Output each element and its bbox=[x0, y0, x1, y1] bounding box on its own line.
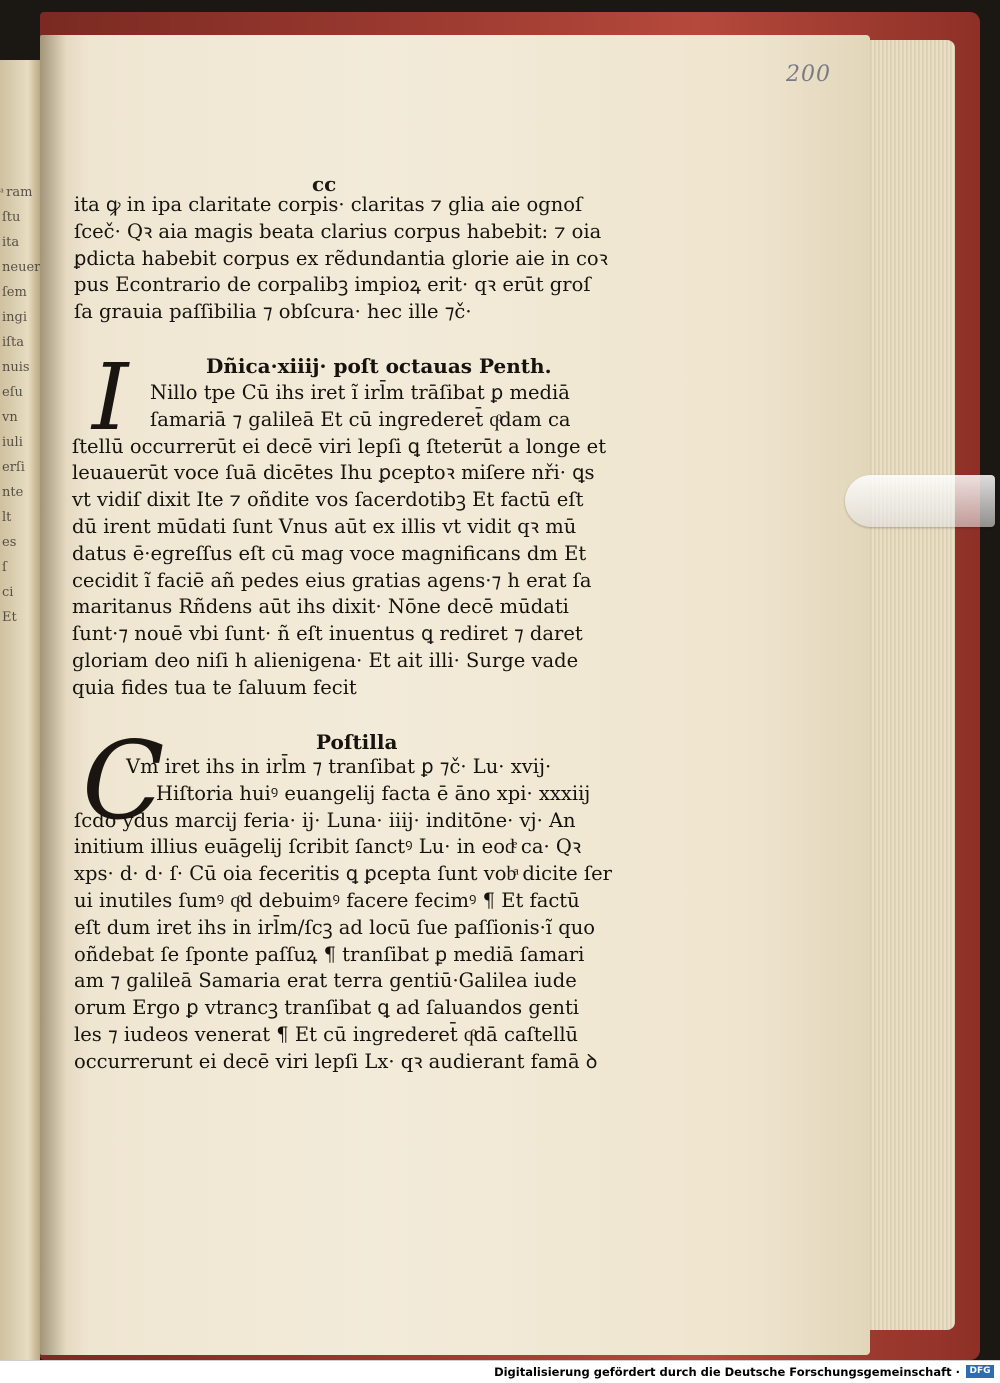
text-line: ſtellū occurrerūt ei decē viri lepſi ꝗ ſteterūt a longe et bbox=[72, 434, 607, 458]
text-line: oñdebat ſe ſponte paſſuꝝ ¶ tranſibat ꝑ mediā ſamari bbox=[74, 942, 585, 966]
text-line: occurrerunt ei decē viri lepſi Lx· qꝛ audierant famā ꝺ bbox=[74, 1049, 598, 1073]
initial-letter-1: I bbox=[92, 344, 129, 451]
text-line: ꝑdicta habebit corpus ex rẽdundantia glorie aie in coꝛ bbox=[74, 246, 608, 270]
left-page-fragment: nte bbox=[2, 485, 24, 500]
left-page-fragment: ingi bbox=[2, 310, 28, 325]
folio-number: 200 bbox=[786, 62, 831, 87]
page-header-mark: cc bbox=[312, 172, 337, 196]
text-line: ſa grauia paſſibilia ⁊ obſcura· hec ille ⁊č· bbox=[74, 300, 472, 324]
text-line: ui inutiles ſumꝰ qͦd debuimꝰ facere fecimꝰ ¶ Et factū bbox=[74, 888, 580, 912]
left-page-fragment: Et bbox=[2, 610, 17, 625]
left-page-fragment: nuis bbox=[2, 360, 30, 375]
page-clip bbox=[845, 475, 995, 527]
text-line: gloriam deo niſi h alienigena· Et ait illi· Surge vade bbox=[72, 648, 579, 672]
left-page-fragment: ci bbox=[2, 585, 14, 600]
text-line: ſamariā ⁊ galileā Et cū ingrederet̄ qͦdam ca bbox=[150, 407, 571, 431]
left-page-fragment: neuer bbox=[2, 260, 40, 275]
footer-bar bbox=[0, 1360, 1000, 1383]
text-line: leuauerūt voce ſuā dicētes Ihu ꝑceptoꝛ miſere nři· ꝗs bbox=[72, 461, 595, 485]
left-page-edge bbox=[0, 60, 40, 1360]
text-line: Vm iret ihs in irl̄m ⁊ tranſibat ꝑ ⁊č· Lu· xvij· bbox=[126, 755, 552, 778]
left-page-fragment: es bbox=[2, 535, 17, 550]
left-page-fragment: vn bbox=[2, 410, 18, 425]
paragraph-1 bbox=[74, 192, 608, 326]
left-page-fragment: ͣ ram bbox=[2, 185, 33, 200]
spine-shadow bbox=[40, 35, 66, 1355]
text-line: eſt dum iret ihs in irl̄m/ſcꝫ ad locū ſue paſſionis·ĩ quo bbox=[74, 915, 596, 939]
text-line: maritanus Rñdens aūt ihs dixit· Nōne decē mūdati bbox=[72, 595, 569, 619]
left-page-fragment: ita bbox=[2, 235, 20, 250]
left-page-fragment: ſ bbox=[2, 560, 7, 575]
text-line: ſceč· Qꝛ aia magis beata clarius corpus habebit: ⁊ oia bbox=[74, 219, 602, 243]
left-page-fragment: iuli bbox=[2, 435, 23, 450]
text-line: vt vidiſ dixit Ite ⁊ oñdite vos ſacerdotibꝫ Et factū eſt bbox=[72, 488, 584, 512]
text-line: les ⁊ iudeos venerat ¶ Et cū ingrederet̄ qͦdā caſtellū bbox=[74, 1022, 579, 1046]
text-line: Nillo tpe Cū ihs iret ĩ irl̄m trāſibat ꝑ mediā bbox=[150, 381, 570, 404]
left-page-fragment: erſi bbox=[2, 460, 25, 475]
heading-sunday: Dñica·xiiij· poſt octauas Penth. bbox=[206, 354, 552, 378]
heading-postilla: Poſtilla bbox=[316, 730, 398, 754]
text-line: cecidit ĩ faciē añ pedes eius gratias agens·⁊ h erat ſa bbox=[72, 568, 592, 592]
left-page-fragment: eſu bbox=[2, 385, 23, 400]
text-line: quia fides tua te ſaluum fecit bbox=[72, 675, 357, 699]
text-line: pus Econtrario de corpalibꝫ impioꝝ erit· qꝛ erūt groſ bbox=[74, 273, 591, 297]
text-line: xps· d· d· ſ· Cū oia feceritis ꝗ ꝑcepta ſunt vobͣ dicite ſer bbox=[74, 862, 612, 886]
left-page-text bbox=[2, 180, 40, 630]
text-line: ſunt·⁊ nouē vbi ſunt· ñ eſt inuentus ꝗ rediret ⁊ daret bbox=[72, 622, 583, 646]
text-line: initium illius euāgelij ſcribit ſanctꝰ Lu· in eodͤ ca· Qꝛ bbox=[74, 835, 582, 859]
text-line: datus ē·egreſſus eſt cū mag voce magnificans dm Et bbox=[72, 541, 587, 565]
text-line: dū irent mūdati ſunt Vnus aūt ex illis vt vidit qꝛ mū bbox=[72, 514, 577, 538]
text-line: ſcdo ydus marcij feria· ij· Luna· iiij· inditōne· vj· An bbox=[74, 808, 576, 832]
paragraph-gospel bbox=[72, 380, 606, 702]
footer-credit: Digitalisierung gefördert durch die Deutsche Forschungsgemeinschaft · bbox=[494, 1365, 960, 1379]
text-line: orum Ergo ꝑ vtrancꝫ tranſibat ꝗ ad ſaluandos genti bbox=[74, 996, 580, 1020]
left-page-fragment: iſta bbox=[2, 335, 24, 350]
text-line: Hiſtoria huiꝰ euangelij facta ē āno xpi· xxxiij bbox=[156, 781, 591, 805]
left-page-fragment: ſem bbox=[2, 285, 27, 300]
dfg-logo: DFG bbox=[966, 1365, 994, 1378]
text-line: am ⁊ galileā Samaria erat terra gentiū·Galilea iude bbox=[74, 969, 577, 993]
text-line: ita ꝙ in ipa claritate corpis· claritas ⁊ glia aie ognoſ bbox=[74, 193, 583, 216]
left-page-fragment: ſtu bbox=[2, 210, 21, 225]
left-page-fragment: lt bbox=[2, 510, 12, 525]
paragraph-postilla bbox=[74, 754, 612, 1076]
initial-letter-2: C bbox=[82, 719, 165, 844]
